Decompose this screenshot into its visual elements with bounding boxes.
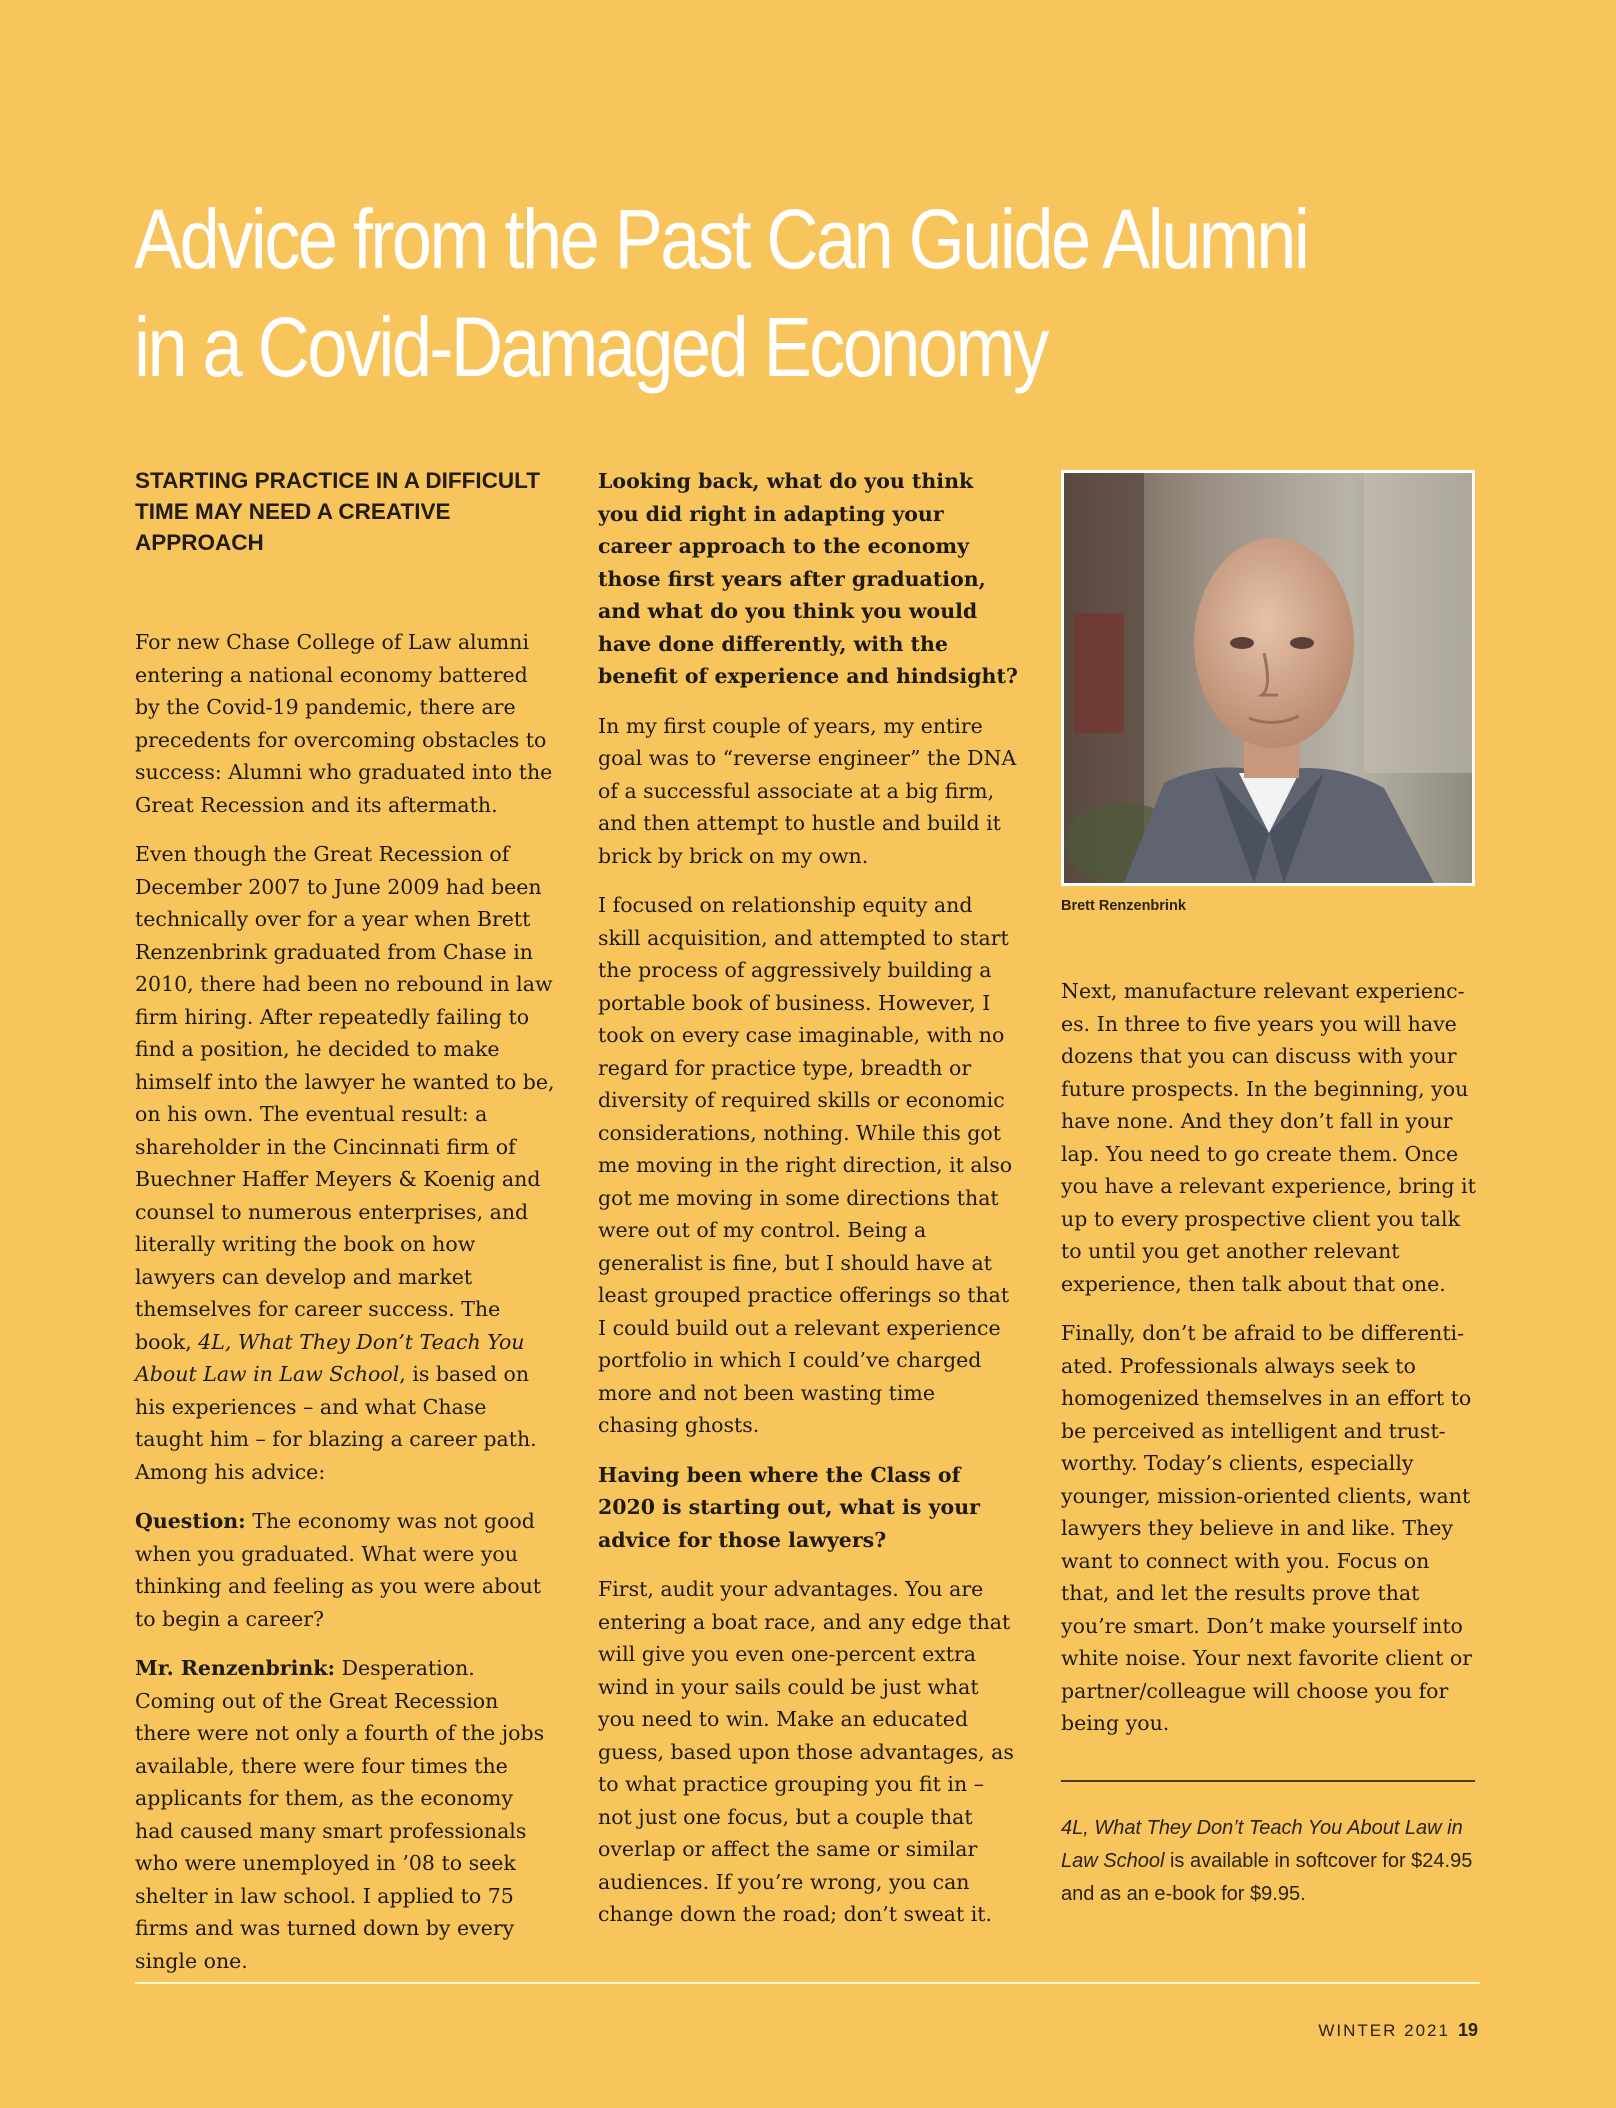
- title-line-2: in a Covid-Damaged Economy: [134, 300, 1047, 394]
- background-text-1: Even though the Great Recession of December 2007 to June 2009 had been technically over for a year when Brett Renzenbrink graduated from Chase in 2010, there had been no rebound in law firm hiring. After repeatedly failing to find a position, he decided to make himself into the lawyer he wanted to be, on his own. The eventual result: a shareholder in the Cincinnati firm of Buechner Haffer Meyers & Koenig and counsel to numerous enterprises, and literally writing the book on how lawyers can develop and market themselves for career success. The book,: [135, 842, 555, 1354]
- photo-caption: Brett Renzenbrink: [1061, 898, 1186, 914]
- background-text-2: , is based on his experiences – and what Chase taught him – for blazing a career path. Among his advice:: [135, 1362, 537, 1484]
- title-line-1: Advice from the Past Can Guide Alumni: [134, 192, 1308, 286]
- article-title: [134, 185, 1321, 401]
- column-3: [1061, 975, 1481, 1911]
- question-2: Looking back, what do you think you did right in adapting your career approach to the economy those first years after graduation, and what do you think you would have done differently, with the benefit of experience and hindsight?: [598, 469, 1018, 688]
- question-3: Having been where the Class of 2020 is starting out, what is your advice for those lawyers?: [598, 1462, 980, 1552]
- note-divider: [1061, 1780, 1475, 1782]
- answer-label: Mr. Renzenbrink:: [135, 1656, 336, 1680]
- question-1-text: The economy was not good when you graduated. What were you thinking and feeling as you were about to begin a career?: [135, 1509, 542, 1631]
- page-number: 19: [1457, 2020, 1478, 2040]
- question-1: [135, 1505, 555, 1635]
- footer-rule: [135, 1982, 1480, 1984]
- book-title: 4L, What They Don’t Teach You About Law in Law School: [135, 1329, 525, 1386]
- advice-paragraph-1: Next, manufacture relevant experienc-es. In three to five years you will have dozens that you can discuss with your future prospects. In the beginning, you have none. And they don’t fall in your lap. You need to go create them. Once you have a relevant experience, bring it up to every prospective client you talk to until you get another relevant experience, then talk about that one.: [1061, 979, 1476, 1296]
- column-2: [598, 465, 1018, 1948]
- book-note-title: 4L, What They Don’t Teach You About Law in Law School: [1061, 1816, 1463, 1872]
- answer-1: [135, 1652, 555, 1977]
- kicker-line-2: TIME MAY NEED A CREATIVE APPROACH: [135, 499, 451, 555]
- book-note: [1061, 1812, 1481, 1911]
- book-note-text: is available in softcover for $24.95 and as an e-book for $9.95.: [1061, 1849, 1473, 1905]
- kicker-line-1: STARTING PRACTICE IN A DIFFICULT: [135, 468, 540, 493]
- answer-2-paragraph-1: In my first couple of years, my entire goal was to “reverse engineer” the DNA of a successful associate at a big firm, and then attempt to hustle and build it brick by brick on my own.: [598, 713, 1017, 868]
- advice-paragraph-2: Finally, don’t be afraid to be differenti-ated. Professionals always seek to homogenized themselves in an effort to be perceived as intelligent and trust-worthy. Today’s clients, especially younger, mission-oriented clients, want lawyers they believe in and like. They want to connect with you. Focus on that, and let the results prove that you’re smart. Don’t make yourself into white noise. Your next favorite client or partner/colleague will choose you for being you.: [1061, 1321, 1473, 1735]
- kicker: [135, 465, 555, 558]
- page-footer: [1318, 2020, 1478, 2041]
- question-label: Question:: [135, 1509, 246, 1533]
- answer-1-text: Desperation. Coming out of the Great Recession there were not only a fourth of the jobs available, there were four times the applicants for them, as the economy had caused many smart professionals who were unemployed in ’08 to seek shelter in law school. I applied to 75 firms and was turned down by every single one.: [135, 1656, 545, 1973]
- portrait-photo: [1061, 470, 1475, 886]
- column-1: [135, 465, 555, 1994]
- background-paragraph: [135, 838, 555, 1488]
- answer-2-paragraph-2: I focused on relationship equity and skill acquisition, and attempted to start the process of aggressively building a portable book of business. However, I took on every case imaginable, with no regard for practice type, breadth or diversity of required skills or economic considerations, nothing. While this got me moving in the right direction, it also got me moving in some directions that were out of my control. Being a generalist is fine, but I should have at least grouped practice offerings so that I could build out a relevant experience portfolio in which I could’ve charged more and not been wasting time chasing ghosts.: [598, 893, 1013, 1437]
- portrait-illustration: [1064, 473, 1472, 883]
- intro-paragraph: For new Chase College of Law alumni entering a national economy battered by the Covid-19 pandemic, there are precedents for overcoming obstacles to success: Alumni who graduated into the Great Recession and its aftermath.: [135, 630, 553, 817]
- issue-label: WINTER 2021: [1318, 2021, 1450, 2040]
- answer-3-paragraph-1: First, audit your advantages. You are entering a boat race, and any edge that will give you even one-percent extra wind in your sails could be just what you need to win. Make an educated guess, based upon those advantages, as to what practice grouping you fit in – not just one focus, but a couple that overlap or affect the same or similar audiences. If you’re wrong, you can change down the road; don’t sweat it.: [598, 1577, 1014, 1926]
